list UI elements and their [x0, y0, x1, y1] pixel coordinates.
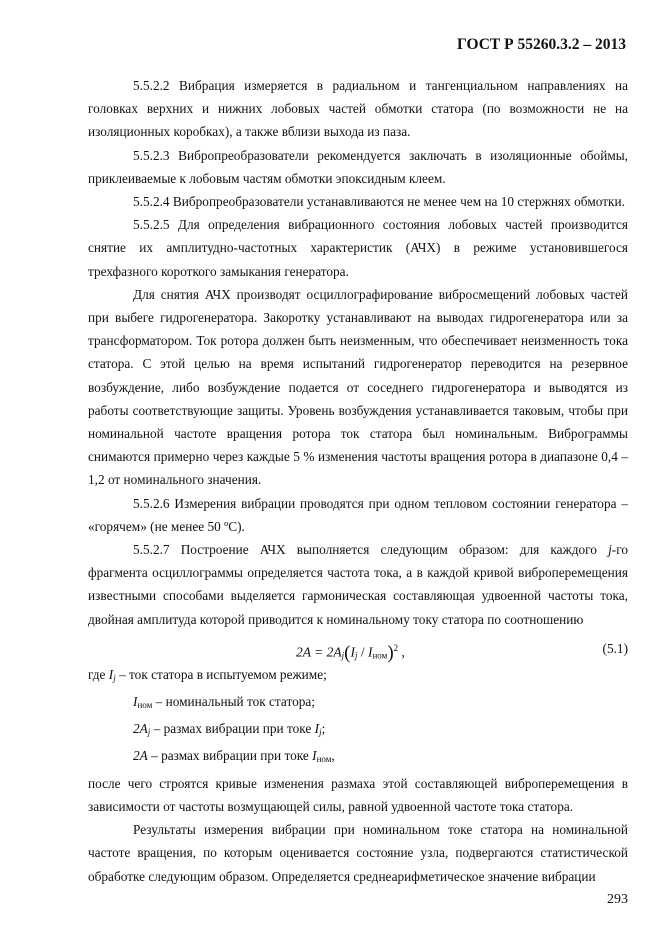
paragraph-ach-procedure: Для снятия АЧХ производят осциллографирование вибросмещений лобовых частей при выбеге гидрогенератора. Закоротку устанавливают на выводах гидрогенератора или за трансформатором. Ток ротора должен быть неизменным, что обеспечивает неизменность тока статора. С этой целью на время испытаний гидрогенератор переводится на резервное возбуждение, либо возбуждение подается от соседнего гидрогенератора и выводятся из работы соответствующие защиты. Уровень возбуждения устанавливается таковым, чтобы при номинальной частоте вращения ротора ток статора был номинальным. Виброграммы снимаются примерно через каждые 5 % изменения частоты вращения ротора в диапазоне 0,4 – 1,2 от номинального значения. [88, 286, 628, 488]
p7-j: j [608, 542, 612, 558]
where-clause: где $I_j$ – ток статора в испытуемом режиме; [88, 666, 327, 683]
where-item-2aj: $2A_j$ – размах вибрации при токе $I_j$; [133, 721, 326, 738]
formula-expression: $2A = 2A_j(I_j / I_{ном})^2$ , [296, 642, 405, 664]
paragraph-5-5-2-6: 5.5.2.6 Измерения вибрации проводятся при одном тепловом состоянии генератора – «горячем» (не менее 50 ºС). [88, 495, 628, 534]
paragraph-5-5-2-7 [88, 538, 628, 631]
where-item-inom: $I_{ном}$ – номинальный ток статора; [133, 694, 315, 711]
paragraph-results: Результаты измерения вибрации при номинальном токе статора на номинальной частоте вращения, по которым оценивается состояние узла, подвергаются статистической обработке следующим образом. Определяется среднеарифметическое значение вибрации [88, 822, 628, 884]
document-header: ГОСТ Р 55260.3.2 – 2013 [457, 36, 626, 53]
formula-number: (5.1) [602, 640, 628, 656]
document-body [88, 74, 628, 888]
paragraph-5-5-2-4: 5.5.2.4 Вибропреобразователи устанавливаются не менее чем на 10 стержнях обмотки. [133, 194, 625, 210]
paragraph-5-5-2-5: 5.5.2.5 Для определения вибрационного состояния лобовых частей производится снятие их амплитудно-частотных характеристик (АЧХ) в режиме установившегося трехфазного короткого замыкания генератора. [88, 217, 628, 279]
p7-part-b: -го фрагмента осциллограммы определяется частота тока, а в каждой кривой виброперемещения известными способами выделяется гармоническая составляющая удвоенной частоты тока, двойная амплитуда которой приводится к номинальному току статора по соотношению [88, 542, 628, 627]
paragraph-5-5-2-3: 5.5.2.3 Вибропреобразователи рекомендуется заключать в изоляционные обоймы, приклеиваемые к лобовым частям обмотки эпоксидным клеем. [88, 147, 628, 186]
page-number: 293 [607, 892, 628, 907]
paragraph-after-formula: после чего строятся кривые изменения размаха этой составляющей виброперемещения в зависимости от частоты возмущающей силы, равной удвоенной частоте тока статора. [88, 775, 628, 814]
p7-part-a: 5.5.2.7 Построение АЧХ выполняется следующим образом: для каждого [133, 542, 609, 558]
formula-5-1 [88, 633, 628, 663]
where-item-2a: 2A – размах вибрации при токе $I_{ном}$, [133, 748, 335, 765]
paragraph-5-5-2-2: 5.5.2.2 Вибрация измеряется в радиальном и тангенциальном направлениях на головках верхних и нижних лобовых частей обмотки статора (по возможности не на изоляционных коробках), а также вблизи выхода из паза. [88, 78, 628, 140]
